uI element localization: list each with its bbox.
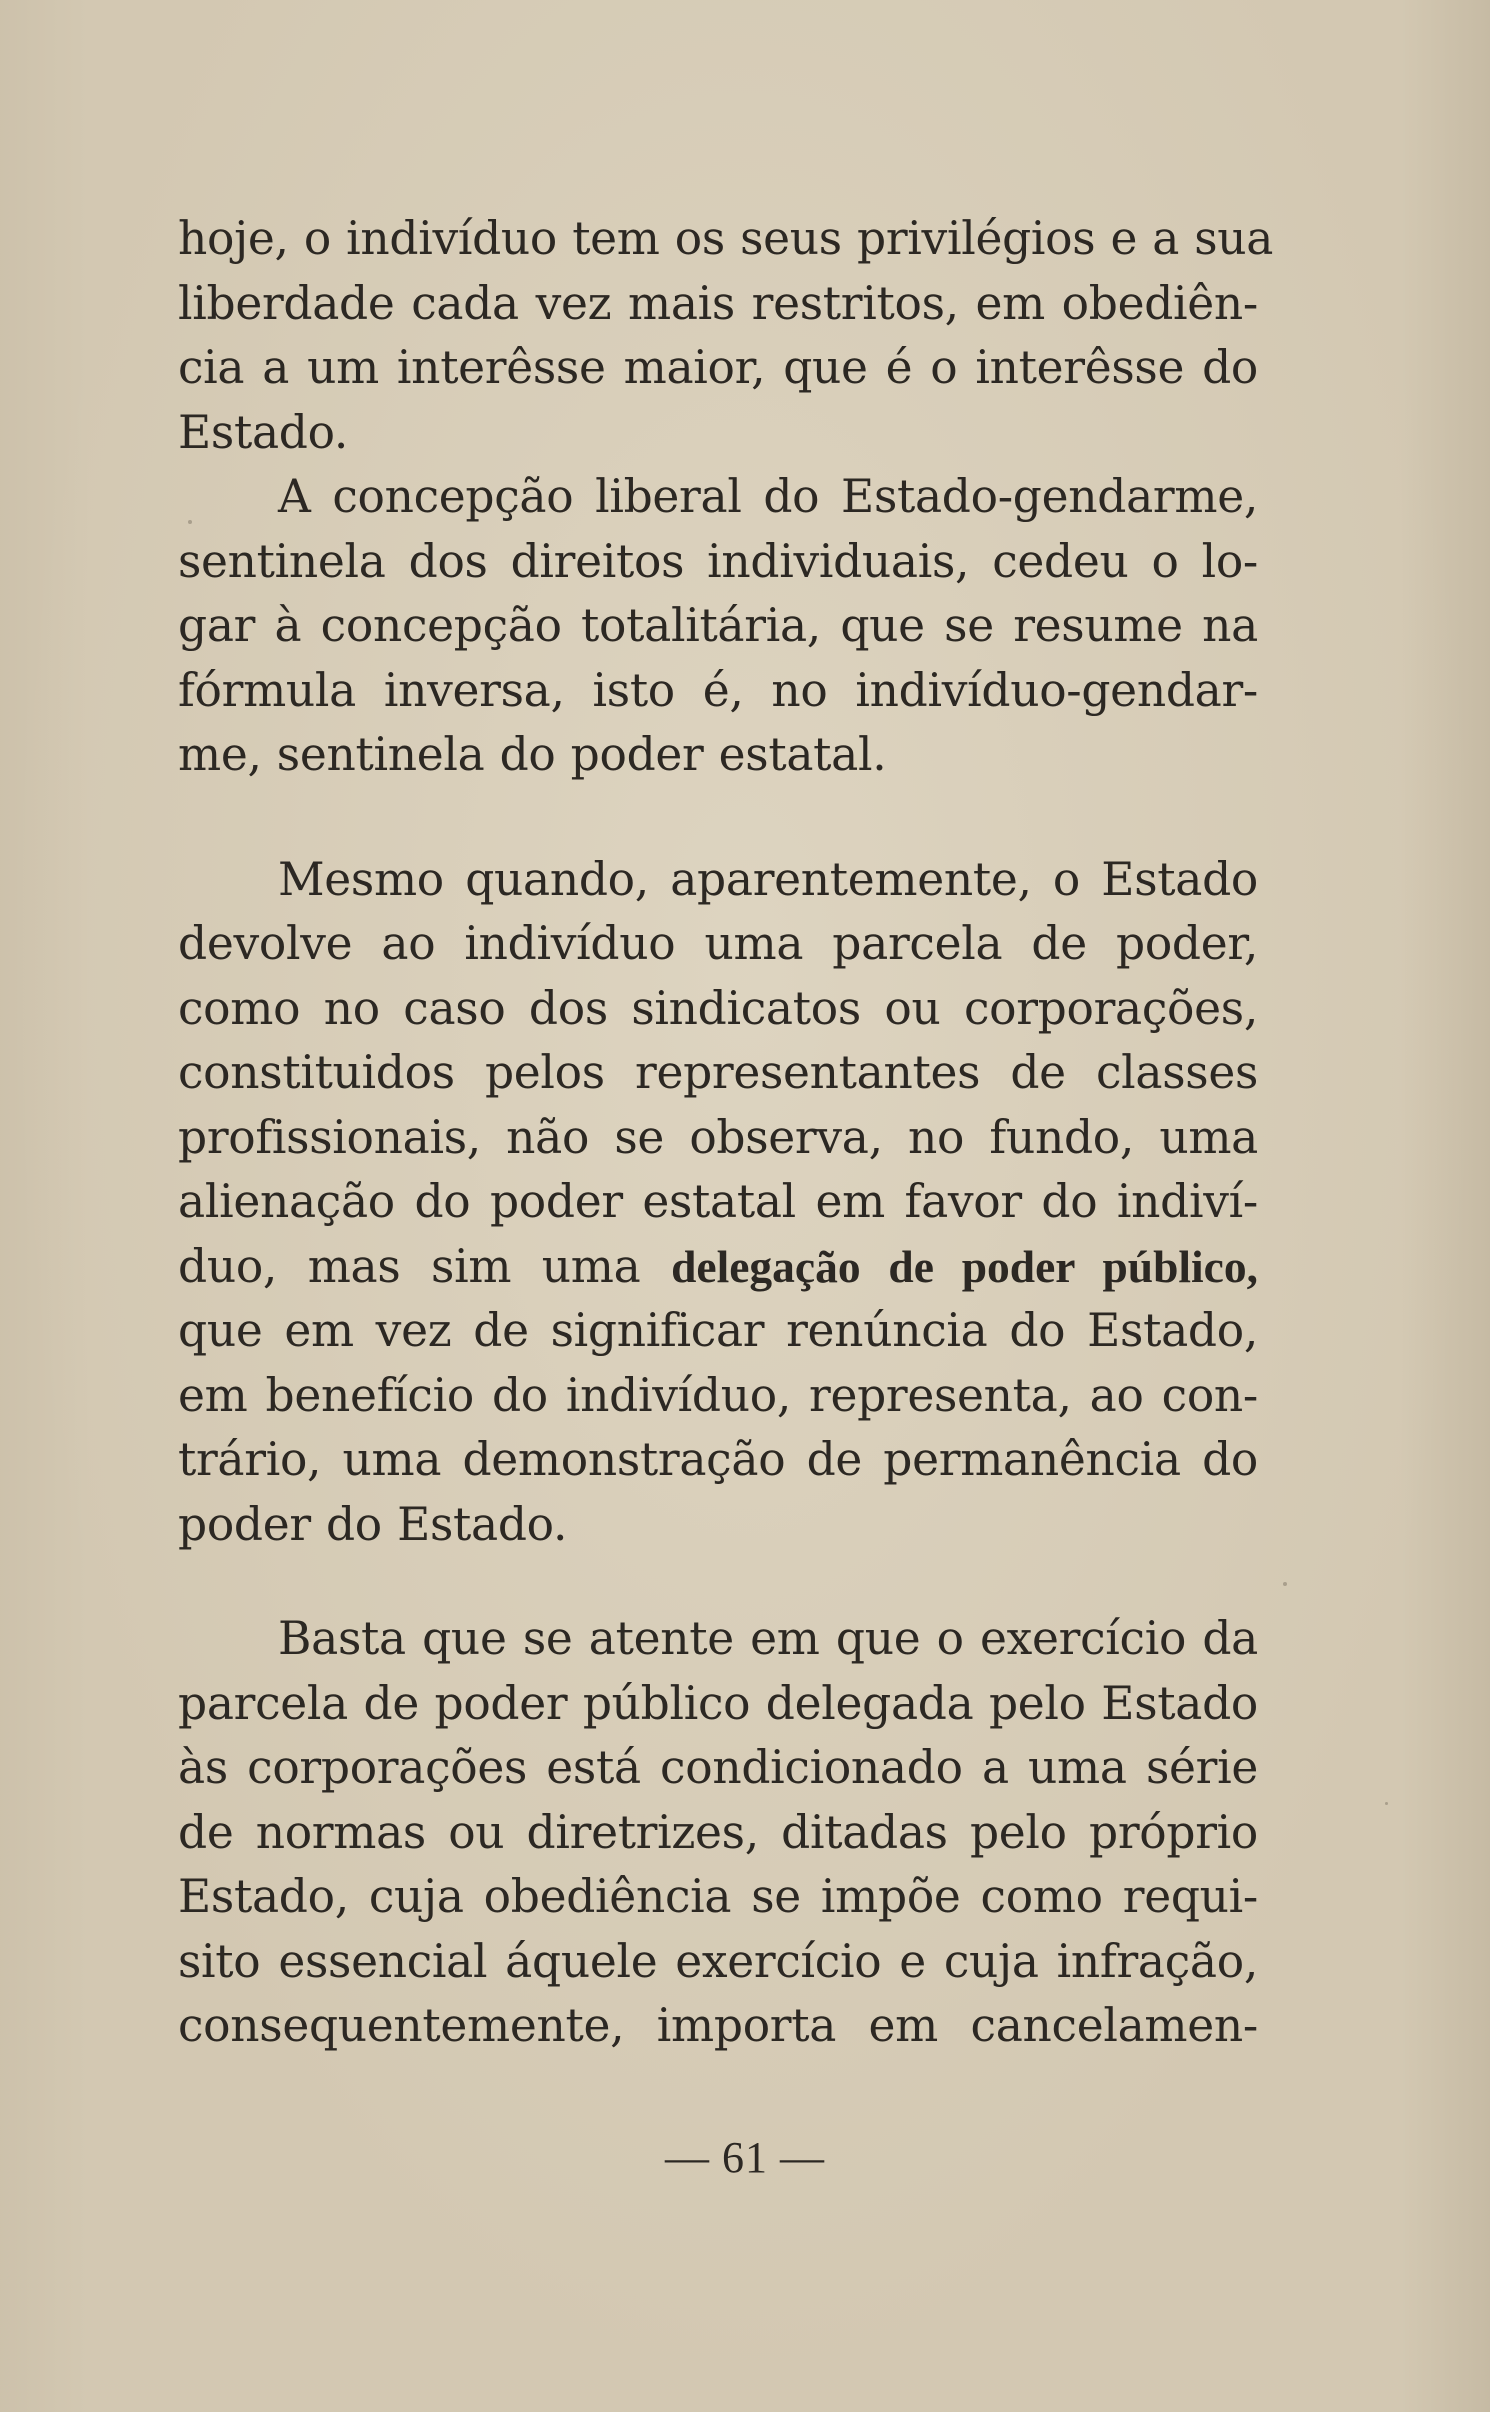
paragraph-3 [178,848,1258,1558]
text-line-content: A concepção liberal do Estado-gendarme, [278,470,1258,523]
paper-speck [1385,1802,1388,1805]
text-run: duo, mas sim uma [178,1239,641,1293]
text-line: profissionais, não se observa, no fundo, uma [178,1110,1258,1164]
text-line: sentinela dos direitos individuais, cedeu o lo- [178,534,1258,588]
body-text [178,207,1274,2059]
text-line: fórmula inversa, isto é, no indivíduo-gendar- [178,663,1258,717]
text-line: às corporações está condicionado a uma série [178,1741,1258,1794]
text-line: consequentemente, importa em cancelamen- [178,1999,1258,2052]
text-line: Estado. [178,405,349,459]
paragraph-1 [178,207,1274,465]
text-line-indented [178,465,1258,530]
text-line: Estado, cuja obediência se impõe como requi- [178,1870,1258,1923]
text-line: em benefício do indivíduo, representa, ao con- [178,1368,1258,1422]
paragraph-4 [178,1607,1258,2059]
paper-speck [188,520,192,524]
paragraph-2 [178,465,1258,788]
text-line-content: Mesmo quando, aparentemente, o Estado [278,852,1258,906]
text-line: cia a um interêsse maior, que é o interêsse do [178,341,1258,394]
text-line: hoje, o indivíduo tem os seus privilégios e a sua [178,212,1274,265]
text-line: poder do Estado. [178,1497,568,1551]
paper-speck [1283,1582,1287,1586]
text-line: devolve ao indivíduo uma parcela de poder, [178,917,1258,970]
text-line: liberdade cada vez mais restritos, em obediên- [178,276,1258,330]
text-line: sito essencial áquele exercício e cuja infração, [178,1934,1258,1988]
text-line-indented [178,1607,1258,1672]
text-line: parcela de poder público delegada pelo Estado [178,1676,1258,1730]
text-line: gar à concepção totalitária, que se resume na [178,599,1258,652]
text-line: constituidos pelos representantes de classes [178,1046,1258,1099]
page-number: — 61 — [665,2133,825,2182]
text-line: me, sentinela do poder estatal. [178,728,887,781]
text-line-mixed [178,1235,1258,1300]
text-line: como no caso dos sindicatos ou corporações, [178,981,1258,1035]
text-line-content: Basta que se atente em que o exercício da [278,1612,1258,1665]
text-line: que em vez de significar renúncia do Estado, [178,1304,1258,1357]
text-line-indented [178,848,1258,913]
text-line: alienação do poder estatal em favor do indiví- [178,1175,1258,1228]
text-line: de normas ou diretrizes, ditadas pelo próprio [178,1805,1258,1859]
paper-speck [408,1508,411,1511]
text-line: trário, uma demonstração de permanência do [178,1433,1258,1486]
bold-text-run: delegação de poder público, [671,1240,1258,1292]
